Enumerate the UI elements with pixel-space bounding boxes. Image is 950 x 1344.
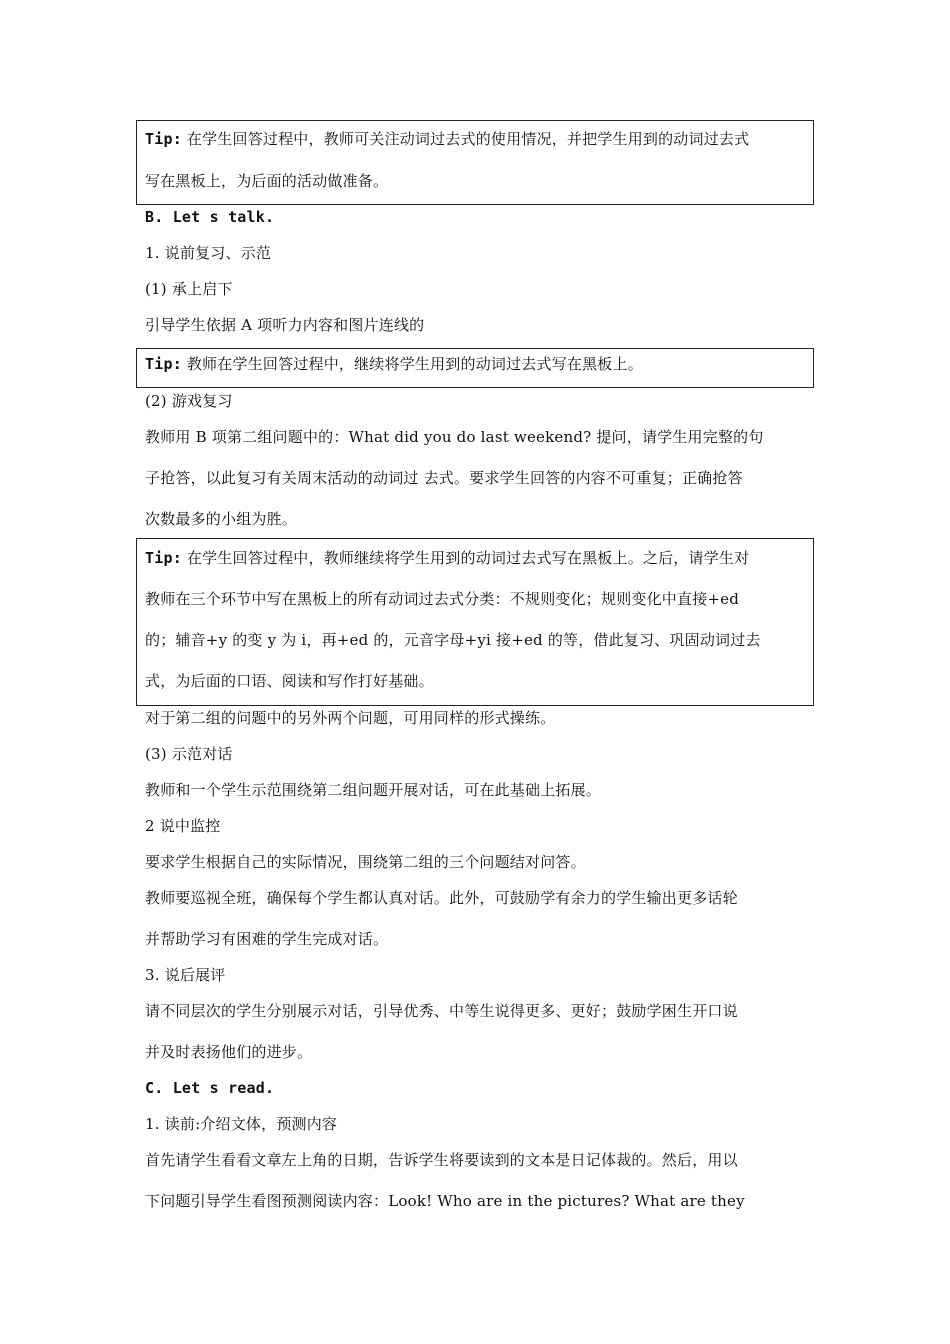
c1-text-1: 首先请学生看看文章左上角的日期，告诉学生将要读到的文本是日记体裁的。然后，用以 xyxy=(145,1151,738,1169)
b1-sub3-text: 教师和一个学生示范围绕第二组问题开展对话，可在此基础上拓展。 xyxy=(145,781,602,799)
c1-text-2: 下问题引导学生看图预测阅读内容：Look! Who are in the pictures? What are they xyxy=(145,1192,745,1210)
tip-box-2 xyxy=(136,348,814,388)
tip-box-1 xyxy=(136,120,814,205)
b2-text-2a: 教师要巡视全班，确保每个学生都认真对话。此外，可鼓励学有余力的学生输出更多话轮 xyxy=(145,889,738,907)
b1-sub2-text-2: 子抢答，以此复习有关周末活动的动词过 去式。要求学生回答的内容不可重复；正确抢答 xyxy=(145,469,743,487)
b1-sub2-text-3: 次数最多的小组为胜。 xyxy=(145,510,298,528)
b2-text-1: 要求学生根据自己的实际情况，围绕第二组的三个问题结对问答。 xyxy=(145,853,586,871)
b1-sub1-heading: (1) 承上启下 xyxy=(145,280,233,298)
section-c-heading: C. Let s read. xyxy=(145,1079,275,1097)
tip-box-3-line-3: 的；辅音+y 的变 y 为 i，再+ed 的，元音字母+yi 接+ed 的等，借此复习、巩固动词过去 xyxy=(145,631,761,649)
tip-box-3-line-4: 式，为后面的口语、阅读和写作打好基础。 xyxy=(145,672,434,690)
b1-sub3-heading: (3) 示范对话 xyxy=(145,745,233,763)
c1-heading: 1. 读前:介绍文体，预测内容 xyxy=(145,1115,338,1133)
tip-box-3-line-2: 教师在三个环节中写在黑板上的所有动词过去式分类：不规则变化；规则变化中直接+ed xyxy=(145,590,740,608)
section-b-heading: B. Let s talk. xyxy=(145,208,275,226)
tip-box-3-line-1: Tip: 在学生回答过程中，教师继续将学生用到的动词过去式写在黑板上。之后，请学生对 xyxy=(145,549,750,567)
tip-box-1-line-2: 写在黑板上，为后面的活动做准备。 xyxy=(145,172,389,190)
b1-sub1-text: 引导学生依据 A 项听力内容和图片连线的 xyxy=(145,316,425,334)
tip-box-3 xyxy=(136,538,814,706)
b1-heading: 1. 说前复习、示范 xyxy=(145,244,272,262)
b3-text-2: 并及时表扬他们的进步。 xyxy=(145,1043,313,1061)
tip-box-1-line-1: Tip: 在学生回答过程中，教师可关注动词过去式的使用情况，并把学生用到的动词过去式 xyxy=(145,130,750,148)
b1-sub2-after: 对于第二组的问题中的另外两个问题，可用同样的形式操练。 xyxy=(145,709,556,727)
tip-box-2-line-1: Tip: 教师在学生回答过程中，继续将学生用到的动词过去式写在黑板上。 xyxy=(145,355,643,373)
b3-heading: 3. 说后展评 xyxy=(145,966,226,984)
b1-sub2-text-1: 教师用 B 项第二组问题中的：What did you do last weekend? 提问，请学生用完整的句 xyxy=(145,428,764,446)
b2-heading: 2 说中监控 xyxy=(145,817,221,835)
b2-text-2b: 并帮助学习有困难的学生完成对话。 xyxy=(145,930,389,948)
b3-text-1: 请不同层次的学生分别展示对话，引导优秀、中等生说得更多、更好；鼓励学困生开口说 xyxy=(145,1002,738,1020)
tip-label: Tip: xyxy=(145,549,182,567)
tip-label: Tip: xyxy=(145,130,182,148)
b1-sub2-heading: (2) 游戏复习 xyxy=(145,392,233,410)
tip-label: Tip: xyxy=(145,355,182,373)
